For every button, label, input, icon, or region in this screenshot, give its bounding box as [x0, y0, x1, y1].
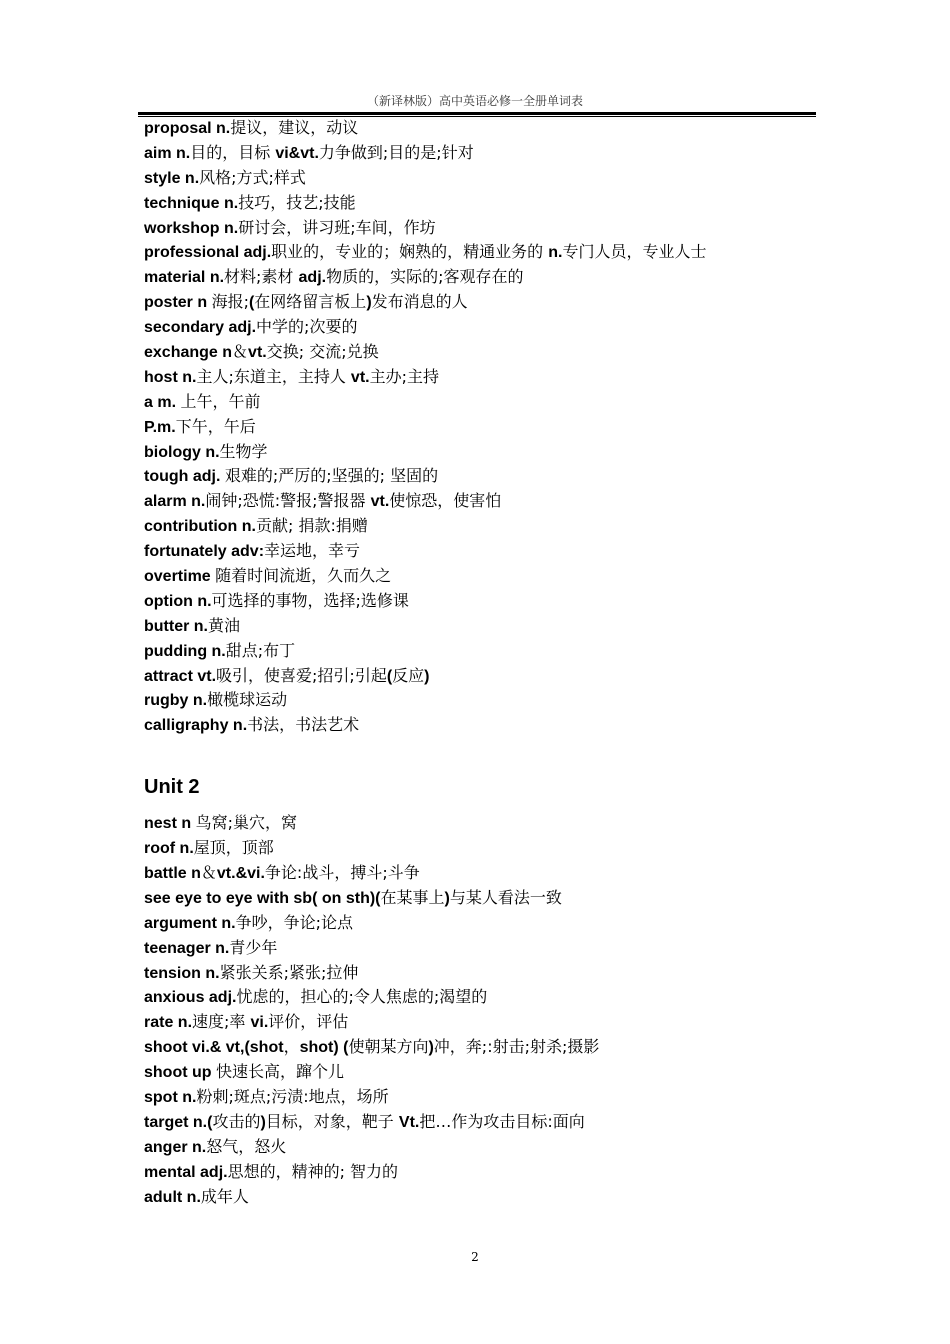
vocab-entry — [144, 688, 824, 713]
entry-definition: 成年人 — [200, 1186, 249, 1206]
entry-definition: 争论:战斗，搏斗;斗争 — [264, 862, 420, 882]
entry-term: tough adj. — [144, 468, 225, 486]
vocab-entry — [144, 514, 824, 539]
entry-term: target n.( — [144, 1113, 213, 1131]
entry-term: butter n. — [144, 617, 208, 635]
entry-term: argument n. — [144, 914, 236, 932]
vocab-entry — [144, 116, 824, 141]
entry-definition: 青少年 — [229, 937, 278, 957]
entry-term: secondary adj. — [144, 319, 257, 337]
entry-definition: 贡献; 捐款:捐赠 — [255, 516, 368, 536]
vocab-entry — [144, 415, 824, 440]
entry-term: teenager n. — [144, 939, 230, 957]
entry-term: ) — [444, 889, 450, 907]
unit2-heading: Unit 2 — [144, 776, 200, 799]
entry-definition: ， — [283, 1037, 300, 1057]
vocab-entry — [144, 639, 824, 664]
entry-term: host n. — [144, 368, 197, 386]
entry-term: exchange n — [144, 344, 233, 362]
entry-term: aim n. — [144, 144, 191, 162]
vocab-entry — [144, 489, 824, 514]
entry-definition: 速度;率 — [192, 1012, 251, 1032]
entry-term: pudding n. — [144, 642, 226, 660]
entry-term: n. — [548, 244, 563, 262]
entry-definition: 思想的，精神的; 智力的 — [227, 1161, 399, 1181]
vocab-entry — [144, 166, 824, 191]
vocab-entry — [144, 811, 824, 836]
entry-term: shoot up — [144, 1064, 216, 1082]
section-gap — [144, 738, 824, 763]
entry-definition: 书法，书法艺术 — [247, 715, 360, 735]
entry-definition: 研讨会，讲习班;车间，作坊 — [238, 217, 436, 237]
entry-term: biology n. — [144, 443, 220, 461]
vocab-entry — [144, 861, 824, 886]
entry-definition: 专门人员，专业人士 — [562, 242, 707, 262]
entry-definition: 可选择的事物，选择;选修课 — [211, 590, 409, 610]
entry-definition: 中学的;次要的 — [256, 317, 358, 337]
entry-definition: 争吵，争论;论点 — [235, 912, 353, 932]
unit2-word-list — [144, 811, 824, 1209]
entry-term: vi&vt. — [275, 144, 319, 162]
vocab-entry — [144, 539, 824, 564]
entry-term: battle n — [144, 864, 201, 882]
entry-term: mental adj. — [144, 1163, 228, 1181]
vocab-entry — [144, 1035, 824, 1060]
vocab-entry — [144, 340, 824, 365]
entry-term: vt. — [350, 368, 370, 386]
entry-definition: 主办;主持 — [369, 366, 439, 386]
entry-definition: 使惊恐，使害怕 — [389, 491, 502, 511]
entry-term: P.m. — [144, 418, 176, 436]
entry-definition: 技巧，技艺;技能 — [238, 192, 356, 212]
vocab-entry — [144, 713, 824, 738]
entry-term: ( — [248, 294, 255, 312]
entry-definition: 粉刺;斑点;污渍:地点，场所 — [196, 1086, 389, 1106]
unit1-word-list — [144, 116, 824, 738]
entry-term: see eye to eye with sb( on sth)( — [144, 889, 381, 907]
entry-term: ) — [424, 667, 430, 685]
entry-term: contribution n. — [144, 518, 256, 536]
entry-definition: 橄榄球运动 — [207, 690, 288, 710]
entry-definition: 风格;方式;样式 — [199, 167, 306, 187]
entry-definition: 评价，评估 — [268, 1012, 349, 1032]
vocab-entry — [144, 216, 824, 241]
entry-definition: 海报; — [211, 292, 249, 312]
entry-term: shoot vi.& vt,(shot — [144, 1039, 284, 1057]
entry-definition: 黄油 — [208, 615, 241, 635]
entry-term: poster n — [144, 294, 212, 312]
vocab-entry — [144, 1160, 824, 1185]
entry-definition: 快速长高，蹿个儿 — [215, 1062, 344, 1082]
entry-definition: 力争做到;目的是;针对 — [318, 142, 474, 162]
vocab-entry — [144, 240, 824, 265]
entry-term: proposal n. — [144, 120, 231, 137]
entry-definition: ＆ — [200, 862, 217, 882]
vocab-entry — [144, 1060, 824, 1085]
entry-definition: 紧张关系;紧张;拉伸 — [219, 962, 359, 982]
page-number: 2 — [471, 1250, 479, 1264]
entry-definition: 吸引，使喜爱;招引;引起 — [216, 665, 387, 685]
entry-definition: 上午，午前 — [180, 391, 261, 411]
entry-term: vt. — [248, 344, 267, 362]
entry-term: spot n. — [144, 1088, 197, 1106]
vocab-entry — [144, 886, 824, 911]
vocab-entry — [144, 191, 824, 216]
entry-definition: 发布消息的人 — [371, 292, 468, 312]
entry-term: a m. — [144, 393, 181, 411]
entry-definition: 冲，奔;:射击;射杀;摄影 — [433, 1037, 600, 1057]
entry-term: ( — [386, 667, 393, 685]
entry-term: vi. — [250, 1014, 269, 1032]
entry-term: professional adj. — [144, 244, 272, 262]
vocab-entry — [144, 614, 824, 639]
entry-definition: 下午，午后 — [175, 416, 256, 436]
entry-term: technique n. — [144, 194, 239, 212]
vocab-entry — [144, 985, 824, 1010]
entry-definition: 交换; 交流;兑换 — [266, 342, 379, 362]
entry-definition: 在某事上 — [380, 887, 445, 907]
vocab-entry — [144, 440, 824, 465]
entry-definition: 随着时间流逝，久而久之 — [215, 566, 392, 586]
vocab-entry — [144, 936, 824, 961]
vocab-entry — [144, 464, 824, 489]
entry-definition: ＆ — [232, 342, 249, 362]
vocab-entry — [144, 141, 824, 166]
vocab-entry — [144, 365, 824, 390]
entry-term: roof n. — [144, 840, 194, 858]
entry-term: ) — [366, 294, 372, 312]
vocab-entry — [144, 664, 824, 689]
entry-definition: 攻击的 — [212, 1111, 261, 1131]
entry-term: anger n. — [144, 1138, 207, 1156]
entry-definition: 反应 — [392, 665, 425, 685]
entry-term: shot) ( — [299, 1039, 349, 1057]
vocabulary-list — [144, 116, 824, 1209]
vocab-entry — [144, 911, 824, 936]
entry-definition: 生物学 — [219, 441, 268, 461]
vocab-entry — [144, 315, 824, 340]
entry-term: rugby n. — [144, 692, 208, 710]
entry-definition: 物质的，实际的;客观存在的 — [326, 267, 524, 287]
vocab-entry — [144, 265, 824, 290]
entry-definition: 材料;素材 — [224, 267, 299, 287]
entry-definition: 屋顶，顶部 — [193, 838, 274, 858]
vocab-entry — [144, 836, 824, 861]
entry-definition: 在网络留言板上 — [254, 292, 367, 312]
entry-term: calligraphy n. — [144, 717, 248, 735]
vocab-entry — [144, 1010, 824, 1035]
vocab-entry — [144, 589, 824, 614]
entry-term: ) — [260, 1113, 266, 1131]
entry-term: fortunately adv: — [144, 543, 265, 561]
entry-definition: 把…作为攻击目标:面向 — [419, 1111, 585, 1131]
entry-term: alarm n. — [144, 493, 206, 511]
vocab-entry — [144, 290, 824, 315]
entry-definition: 甜点;布丁 — [225, 640, 296, 660]
vocab-entry — [144, 390, 824, 415]
entry-definition: 职业的，专业的；娴熟的，精通业务的 — [271, 242, 549, 262]
entry-definition: 艰难的;严厉的;坚强的; 坚固的 — [224, 466, 439, 486]
entry-term: workshop n. — [144, 219, 239, 237]
entry-term: ) — [428, 1039, 434, 1057]
entry-definition: 主人;东道主，主持人 — [196, 366, 351, 386]
header-rule-thick — [138, 112, 816, 115]
entry-definition: 提议，建议，动议 — [230, 118, 359, 137]
entry-definition: 忧虑的，担心的;令人焦虑的;渴望的 — [236, 987, 488, 1007]
entry-term: rate n. — [144, 1014, 193, 1032]
entry-term: option n. — [144, 592, 212, 610]
entry-term: adj. — [298, 269, 327, 287]
entry-definition: 闹钟;恐慌:警报;警报器 — [205, 491, 371, 511]
entry-term: style n. — [144, 169, 200, 187]
entry-term: Vt. — [398, 1113, 420, 1131]
entry-definition: 使朝某方向 — [348, 1037, 429, 1057]
entry-term: vt. — [370, 493, 390, 511]
entry-definition: 幸运地，幸亏 — [264, 541, 361, 561]
vocab-entry — [144, 1185, 824, 1210]
entry-definition: 目标，对象，靶子 — [265, 1111, 399, 1131]
entry-definition: 鸟窝;巢穴，窝 — [195, 813, 297, 833]
entry-definition: 与某人看法一致 — [449, 887, 562, 907]
vocab-entry — [144, 1135, 824, 1160]
vocab-entry — [144, 961, 824, 986]
entry-term: adult n. — [144, 1188, 201, 1206]
entry-term: overtime — [144, 568, 216, 586]
vocab-entry — [144, 564, 824, 589]
page-header: （新译林版）高中英语必修一全册单词表 — [366, 94, 583, 108]
entry-definition: 目的，目标 — [190, 142, 276, 162]
entry-term: nest n — [144, 815, 196, 833]
entry-term: material n. — [144, 269, 225, 287]
entry-term: anxious adj. — [144, 989, 237, 1007]
vocab-entry — [144, 1085, 824, 1110]
entry-term: vt.&vi. — [216, 864, 265, 882]
entry-term: attract vt. — [144, 667, 217, 685]
entry-term: tension n. — [144, 964, 220, 982]
vocab-entry — [144, 1110, 824, 1135]
entry-definition: 怒气，怒火 — [206, 1136, 287, 1156]
